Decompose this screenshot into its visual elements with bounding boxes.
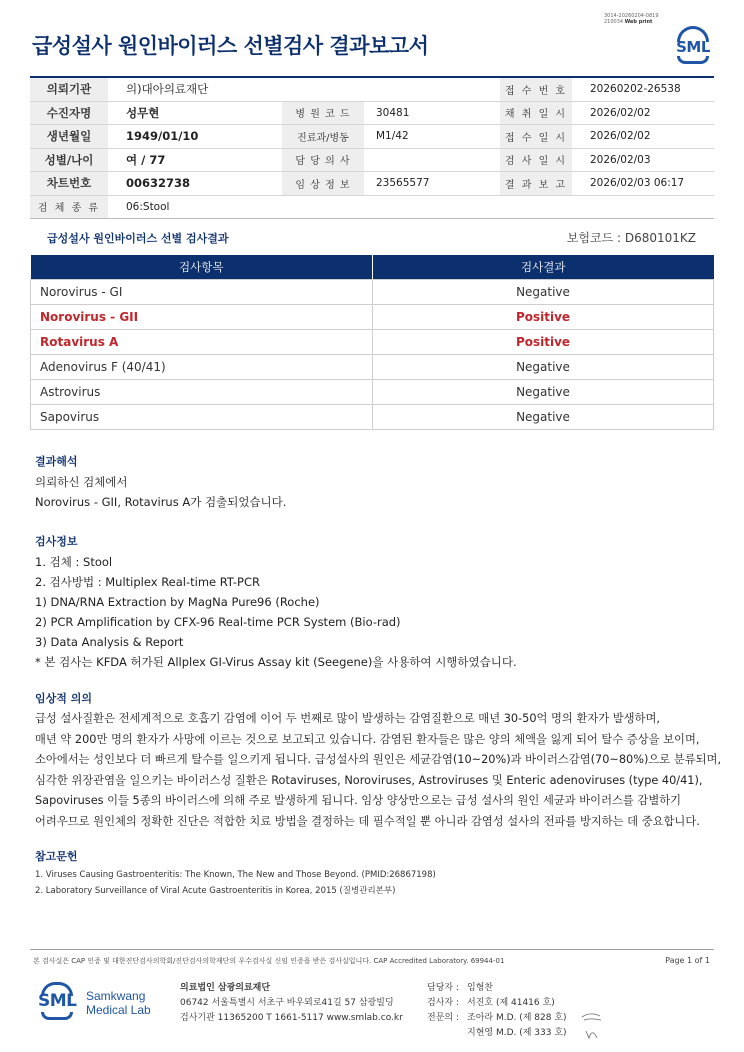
- reference-item: 2. Laboratory Surveillance of Viral Acute Gastroenteritis in Korea, 2015 (질병관리본부): [35, 886, 396, 896]
- header-test-item: 검사항목: [31, 255, 373, 279]
- test-info-line: 3) Data Analysis & Report: [35, 635, 184, 649]
- value-chart-no: 00632738: [126, 176, 191, 191]
- value-test-date: 2026/02/03: [590, 153, 651, 166]
- test-info-line: 2. 검사방법 : Multiplex Real-time RT-PCR: [35, 575, 260, 589]
- clinical-line: 매년 약 200만 명의 환자가 사망에 이르는 것으로 보고되고 있습니다. 감염된 환자들은 많은 양의 체액을 잃게 되어 탈수 증상을 보이며,: [35, 732, 700, 746]
- value-receipt-date: 2026/02/02: [590, 130, 651, 143]
- staff-role: 검사자 :: [427, 998, 459, 1008]
- label-patient-name: 수진자명: [30, 102, 108, 125]
- reference-item: 1. Viruses Causing Gastroenteritis: The Known, The New and Those Beyond. (PMID:26867198): [35, 870, 436, 880]
- sml-footer-logo-text: SML: [38, 991, 77, 1011]
- empty-label: [282, 78, 364, 101]
- label-sex-age: 성별/나이: [30, 149, 108, 172]
- org-contact: 검사기관 11365200 T 1661-5117 www.smlab.co.kr: [180, 1013, 403, 1023]
- patient-row: [30, 149, 714, 173]
- patient-row: [30, 78, 714, 102]
- test-info-line: 1. 검체 : Stool: [35, 555, 113, 569]
- label-receipt-no: 접 수 번 호: [500, 78, 572, 101]
- label-report-date: 결 과 보 고: [500, 172, 572, 195]
- company-name-line2: Medical Lab: [86, 1003, 151, 1017]
- result-row: [31, 329, 714, 354]
- value-clinical-info: 23565577: [376, 177, 430, 190]
- clinical-line: 심각한 위장관염을 일으키는 바이러스성 질환은 Rotaviruses, Noroviruses, Astroviruses 및 Enteric adenoviruses (type 40/41),: [35, 773, 703, 787]
- label-clinical-info: 임 상 정 보: [282, 172, 364, 195]
- patient-row: [30, 196, 714, 220]
- org-address: 06742 서울특별시 서초구 바우뫼로41길 57 삼광빌딩: [180, 998, 394, 1008]
- result-row: [31, 404, 714, 429]
- clinical-line: 급성 설사질환은 전세계적으로 호흡기 감염에 이어 두 번째로 많이 발생하는 감염질환으로 매년 30-50억 명의 환자가 발생하며,: [35, 712, 661, 725]
- label-receipt-date: 접 수 일 시: [500, 125, 572, 148]
- result-item: Adenovirus F (40/41): [31, 354, 373, 379]
- org-name: 의료법인 삼광의료재단: [180, 983, 271, 993]
- patient-row: [30, 125, 714, 149]
- staff-role: 담당자 :: [427, 983, 459, 993]
- sml-logo: [672, 26, 714, 64]
- staff-role: [427, 1026, 467, 1041]
- result-item: Norovirus - GII: [31, 304, 373, 329]
- label-collection-date: 채 취 일 시: [500, 102, 572, 125]
- label-birth-date: 생년월일: [30, 125, 108, 148]
- staff-info: [427, 981, 567, 1041]
- interpretation-section: [35, 454, 286, 512]
- print-id-line1: 3014-20260204-0819: [604, 13, 659, 19]
- label-requesting-org: 의뢰기관: [30, 78, 108, 101]
- staff-name: 서진호 (제 41416 호): [467, 998, 555, 1008]
- interpretation-title: 결과해석: [35, 455, 78, 468]
- interpretation-line: 의뢰하신 검체에서: [35, 475, 128, 489]
- label-doctor: 담 당 의 사: [282, 149, 364, 172]
- staff-role: 전문의 :: [427, 1013, 459, 1023]
- result-row: [31, 354, 714, 379]
- clinical-title: 임상적 의의: [35, 692, 92, 705]
- interpretation-detected: Norovirus - GII, Rotavirus A가 검출되었습니다.: [35, 495, 287, 509]
- result-value: Positive: [373, 304, 714, 329]
- result-row: [31, 304, 714, 329]
- result-item: Rotavirus A: [31, 329, 373, 354]
- value-patient-name: 성무현: [126, 105, 160, 120]
- value-specimen: 06:Stool: [126, 200, 170, 213]
- header-test-result: 검사결과: [373, 255, 714, 279]
- sml-footer-logo: [38, 982, 168, 1024]
- insurance-code: 보험코드 : D680101KZ: [566, 231, 696, 245]
- result-item: Astrovirus: [31, 379, 373, 404]
- print-id: [604, 13, 659, 25]
- result-value: Negative: [373, 354, 714, 379]
- signature-mark: [580, 1011, 604, 1041]
- value-report-date: 2026/02/03 06:17: [590, 177, 685, 190]
- clinical-section: [35, 691, 721, 832]
- test-info-section: [35, 534, 517, 672]
- result-value: Positive: [373, 329, 714, 354]
- footer-divider: [30, 949, 714, 950]
- value-hospital-code: 30481: [376, 106, 410, 119]
- test-info-line: 2) PCR Amplification by CFX-96 Real-time PCR System (Bio-rad): [35, 615, 401, 629]
- label-department: 진료과/병동: [282, 125, 364, 148]
- result-value: Negative: [373, 279, 714, 304]
- patient-row: [30, 172, 714, 196]
- label-hospital-code: 병 원 코 드: [282, 102, 364, 125]
- print-id-label: Web print: [624, 19, 653, 25]
- value-requesting-org: 의)대아의료재단: [126, 82, 209, 97]
- value-sex-age: 여 / 77: [126, 152, 166, 167]
- label-test-date: 검 사 일 시: [500, 149, 572, 172]
- patient-row: [30, 102, 714, 126]
- value-receipt-no: 20260202-26538: [590, 83, 681, 96]
- test-info-line: 1) DNA/RNA Extraction by MagNa Pure96 (Roche): [35, 595, 320, 609]
- label-specimen: 검 체 종 류: [30, 196, 108, 219]
- staff-name: 지현영 M.D. (제 333 호): [467, 1028, 567, 1038]
- value-collection-date: 2026/02/02: [590, 106, 651, 119]
- result-row: [31, 279, 714, 304]
- staff-name: 임형찬: [467, 983, 494, 993]
- references-section: [35, 849, 436, 899]
- value-department: M1/42: [376, 130, 409, 143]
- result-value: Negative: [373, 379, 714, 404]
- report-title: 급성설사 원인바이러스 선별검사 결과보고서: [32, 34, 429, 58]
- value-birth-date: 1949/01/10: [126, 129, 199, 144]
- print-id-code: 210034: [604, 19, 624, 25]
- result-item: Sapovirus: [31, 404, 373, 429]
- results-section-title: 급성설사 원인바이러스 선별 검사결과: [47, 232, 229, 245]
- clinical-line: Sapoviruses 이들 5종의 바이러스에 의해 주로 발생하게 됩니다. 임상 양상만으로는 급성 설사의 원인 세균과 바이러스를 감별하기: [35, 794, 682, 807]
- result-item: Norovirus - GI: [31, 279, 373, 304]
- company-name-line1: Samkwang: [86, 989, 146, 1003]
- staff-name: 조아라 M.D. (제 828 호): [467, 1013, 567, 1023]
- cap-notice: 본 검사실은 CAP 인증 및 대한진단검사의학회/진단검사의학재단의 우수검사실 신임 인증을 받은 검사실입니다. CAP Accredited Laboratory. 69944-01: [33, 957, 505, 965]
- label-chart-no: 차트번호: [30, 172, 108, 195]
- results-table: [30, 255, 714, 430]
- patient-info-table: [30, 76, 714, 219]
- org-info: [180, 981, 403, 1026]
- clinical-line: 어려우므로 원인체의 정확한 진단은 적합한 치료 방법을 결정하는 데 필수적일 뿐 아니라 감염성 설사의 전파를 방지하는 데 중요합니다.: [35, 814, 700, 828]
- test-info-title: 검사정보: [35, 535, 78, 548]
- references-title: 참고문헌: [35, 850, 78, 863]
- clinical-line: 소아에서는 성인보다 더 빠르게 탈수를 일으키게 됩니다. 급성설사의 원인은 세균감염(10~20%)과 바이러스감염(70~80%)으로 분류되며,: [35, 753, 722, 766]
- result-value: Negative: [373, 404, 714, 429]
- test-info-line: * 본 검사는 KFDA 허가된 Allplex GI-Virus Assay kit (Seegene)을 사용하여 시행하였습니다.: [35, 655, 517, 669]
- page-number: Page 1 of 1: [665, 956, 710, 965]
- sml-logo-text: SML: [676, 38, 710, 56]
- result-row: [31, 379, 714, 404]
